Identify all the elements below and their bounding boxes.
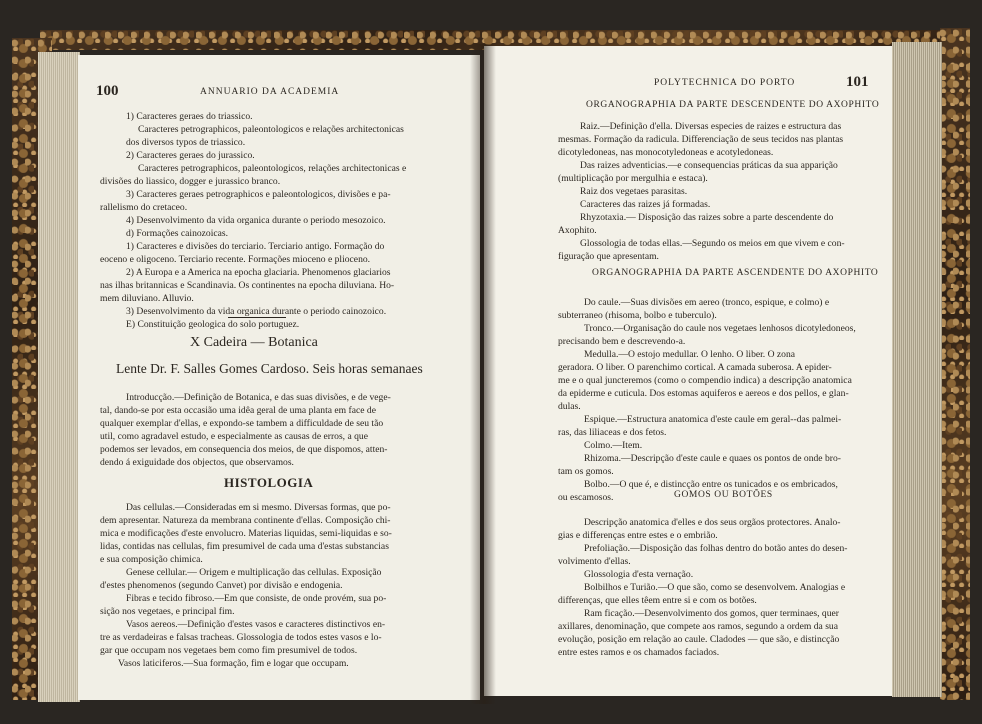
- text-line: Genese cellular.— Origem e multiplicação das cellulas. Exposição: [126, 567, 382, 578]
- text-line: Bolbilhos e Turião.—O que são, como se desenvolvem. Analogias e: [584, 582, 846, 593]
- text-line: Colmo.—Item.: [584, 440, 643, 451]
- lente-line: Lente Dr. F. Salles Gomes Cardoso. Seis horas semanaes: [116, 361, 423, 376]
- text-line: Espique.—Estructura anatomica d'este caule em geral--das palmei-: [584, 414, 842, 425]
- list-line: nas ilhas britannicas e Scandinavia. Os continentes na epocha diluviana. Ho-: [100, 280, 395, 291]
- text-line: Das cellulas.—Consideradas em si mesmo. Diversas formas, que po-: [126, 502, 391, 513]
- text-line: qualquer exemplar d'ellas, e expondo-se tambem a difficuldade de seu tão: [100, 418, 384, 429]
- list-line: 3) Desenvolvimento da vida organica durante o periodo cainozoico.: [126, 306, 387, 317]
- text-line: Raiz.—Definição d'ella. Diversas especies de raizes e estructura das: [580, 121, 842, 132]
- section-heading: ORGANOGRAPHIA DA PARTE ASCENDENTE DO AXOPHITO: [592, 268, 879, 278]
- text-line: geradora. O liber. O parenchimo cortical. A camada suberosa. A epider-: [558, 362, 832, 373]
- text-line: tal, dando-se por esta occasião uma idêa geral de uma planta em face de: [100, 405, 376, 416]
- text-line: mesmas. Formação da radicula. Differenciação de seus tecidos nas plantas: [558, 134, 844, 145]
- list-line: d) Formações cainozoicas.: [126, 228, 229, 239]
- text-line: me e o qual juncteremos (como o compendio indica) a descripção anatomica: [558, 375, 852, 386]
- text-line: precisando bem e descrevendo-a.: [558, 336, 686, 347]
- list-line: 4) Desenvolvimento da vida organica durante o periodo mesozoico.: [126, 215, 386, 226]
- section-heading: GOMOS OU BOTÕES: [674, 490, 773, 500]
- running-head: ANNUARIO DA ACADEMIA: [200, 87, 340, 97]
- list-line: dos diversos typos de triassico.: [126, 137, 246, 148]
- text-line: mica e modificações d'este envolucro. Materias liquidas, semi-liquidas e so-: [100, 528, 392, 539]
- list-line: eoceno e oligoceno. Terciario recente. Formações mioceno e plioceno.: [100, 254, 371, 265]
- gomos-section: [558, 516, 848, 659]
- list-line: 1) Caracteres geraes do triassico.: [126, 111, 253, 122]
- text-line: Introducção.—Definição de Botanica, e das suas divisões, e de vege-: [126, 392, 391, 403]
- text-line: Das raizes adventicias.—e consequencias práticas da sua apparição: [580, 160, 838, 171]
- text-line: dulas.: [558, 401, 581, 412]
- text-line: tre as verdadeiras e falsas tracheas. Glossologia de todos estes vasos e lo-: [100, 632, 382, 643]
- page-edges-left: [38, 52, 80, 702]
- text-line: podemos ser levados, em consequencia dos meios, de que dispomos, atten-: [100, 444, 388, 455]
- text-line: Descripção anatomica d'elles e dos seus orgãos protectores. Analo-: [584, 517, 841, 528]
- book-gutter: [470, 44, 496, 704]
- text-line: da epiderme e cuticula. Dos estomas aquiferos e aereos e dos pellos, e glan-: [558, 388, 849, 399]
- list-line: Caracteres petrographicos, paleontologicos, relações architectonicas e: [138, 163, 407, 174]
- text-line: dendo á exiguidade dos objectos, que observamos.: [100, 457, 294, 468]
- list-line: rallelismo do cretaceo.: [100, 202, 188, 213]
- cadeira-title: X Cadeira — Botanica: [190, 335, 318, 350]
- text-line: evolução, posição em relação ao caule. Cladodes — que são, e distincção: [558, 634, 840, 645]
- text-line: subterraneo (rhisoma, bolbo e tuberculo).: [558, 310, 717, 321]
- text-line: volvimento d'ellas.: [558, 556, 631, 567]
- text-line: Glossologia d'esta vernação.: [584, 569, 694, 580]
- page-number: 100: [96, 83, 119, 99]
- text-line: Medulla.—O estojo medullar. O lenho. O liber. O zona: [584, 349, 796, 360]
- text-line: ou escamosos.: [558, 492, 614, 503]
- text-line: Rhizoma.—Descripção d'este caule e quaes os pontos de onde bro-: [584, 453, 841, 464]
- text-line: dem apresentar. Natureza da membrana continente d'ellas. Composição chi-: [100, 515, 391, 526]
- text-line: Vasos laticiferos.—Sua formação, fim e logar que occupam.: [118, 658, 349, 669]
- section-heading: ORGANOGRAPHIA DA PARTE DESCENDENTE DO AXOPHITO: [586, 100, 880, 110]
- text-line: Ram ficação.—Desenvolvimento dos gomos, quer terminaes, quer: [584, 608, 839, 619]
- text-line: e sua composição chimica.: [100, 554, 203, 565]
- page-edges-right: [892, 42, 942, 697]
- text-line: d'estes phenomenos (segundo Canvet) por divisão e endogenia.: [100, 580, 343, 591]
- list-line: 2) A Europa e a America na epocha glaciaria. Phenomenos glaciarios: [126, 267, 391, 278]
- left-page: [78, 55, 480, 700]
- text-line: differenças, que elles têem entre si e com os botões.: [558, 595, 757, 606]
- list-line: 1) Caracteres e divisões do terciario. Terciario antigo. Formação do: [126, 241, 385, 252]
- text-line: sição nos vegetaes, e principal fim.: [100, 606, 235, 617]
- list-line: 2) Caracteres geraes do jurassico.: [126, 150, 255, 161]
- histologia-title: HISTOLOGIA: [224, 475, 314, 490]
- running-head: POLYTECHNICA DO PORTO: [654, 78, 796, 88]
- text-line: (multiplicação por mergulhia e estaca).: [558, 173, 708, 184]
- page-number: 101: [846, 74, 869, 90]
- list-line: E) Constituição geologica do solo portuguez.: [126, 319, 300, 330]
- text-line: entre estes ramos e os chamados faciados.: [558, 647, 720, 658]
- text-line: axillares, denominação, que compete aos ramos, segundo a ordem da sua: [558, 621, 838, 632]
- book-cover-right: [940, 28, 970, 700]
- text-line: Vasos aereos.—Definição d'estes vasos e caracteres distinctivos en-: [126, 619, 386, 630]
- geology-list: [100, 110, 406, 331]
- list-line: Caracteres petrographicos, paleontologicos e relações architectonicas: [138, 124, 404, 135]
- text-line: dicotyledoneas, nas monocotyledoneas e acotyledoneas.: [558, 147, 774, 158]
- text-line: Glossologia de todas ellas.—Segundo os meios em que vivem e con-: [580, 238, 845, 249]
- text-line: Axophito.: [558, 225, 597, 236]
- text-line: gias e differenças entre estes e o embrião.: [558, 530, 718, 541]
- text-line: Prefoliação.—Disposição das folhas dentro do botão antes do desen-: [584, 543, 848, 554]
- introducao-paragraph: [100, 391, 391, 469]
- text-line: Raiz dos vegetaes parasitas.: [580, 186, 688, 197]
- text-line: lidas, contidas nas cellulas, fim presumivel de cada uma d'estas substancias: [100, 541, 389, 552]
- text-line: figuração que apresentam.: [558, 251, 659, 262]
- text-line: Bolbo.—O que é, e distincção entre os tunicados e os embricados,: [584, 479, 838, 490]
- text-line: Do caule.—Suas divisões em aereo (tronco, espique, e colmo) e: [584, 297, 830, 308]
- list-line: mem diluviano. Alluvio.: [100, 293, 194, 304]
- histologia-section: [100, 501, 392, 670]
- list-line: 3) Caracteres geraes petrographicos e paleontologicos, divisões e pa-: [126, 189, 391, 200]
- text-line: gar que occupam nos vegetaes bem como fim presumivel de todos.: [100, 645, 358, 656]
- text-line: ras, das liliaceas e dos fetos.: [558, 427, 667, 438]
- ascendente-section: [558, 296, 856, 504]
- descendente-section: [558, 120, 845, 263]
- list-line: divisões do liassico, dogger e jurassico branco.: [100, 176, 281, 187]
- text-line: Rhyzotaxia.— Disposição das raizes sobre a parte descendente do: [580, 212, 834, 223]
- text-line: Fibras e tecido fibroso.—Em que consiste, de onde provém, sua po-: [126, 593, 387, 604]
- section-divider: [228, 317, 286, 318]
- right-page: [484, 46, 892, 696]
- text-line: Tronco.—Organisação do caule nos vegetaes lenhosos dicotyledoneos,: [584, 323, 856, 334]
- text-line: util, como agradavel estudo, e especialmente as causas de erros, a que: [100, 431, 368, 442]
- text-line: Caracteres das raizes já formadas.: [580, 199, 711, 210]
- text-line: tam os gomos.: [558, 466, 614, 477]
